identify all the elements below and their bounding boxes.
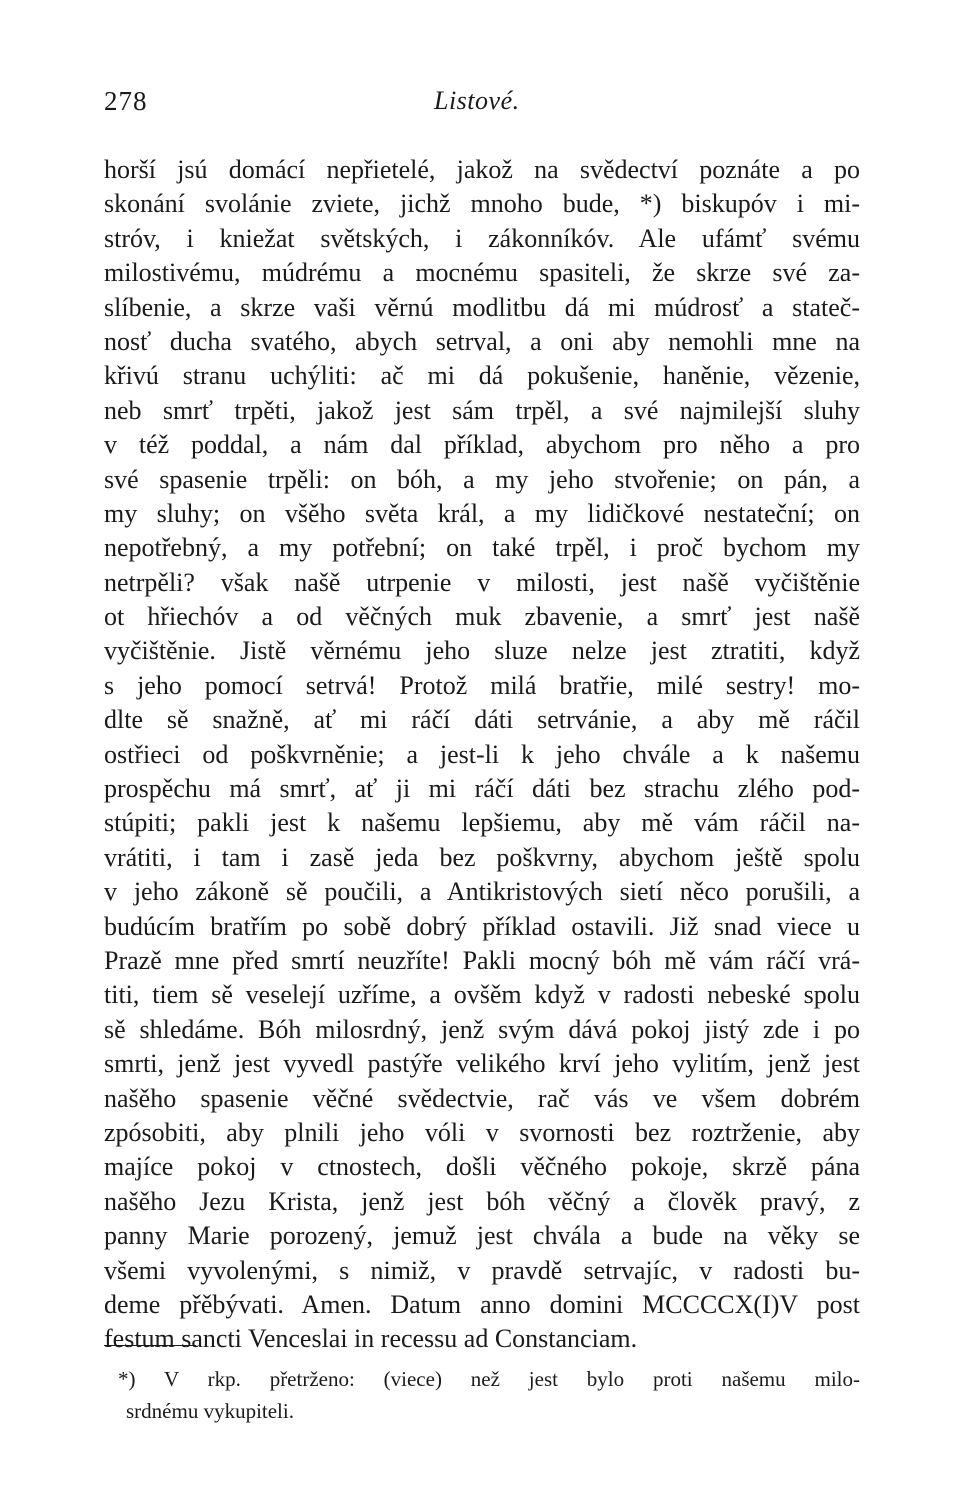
text-line: skonání svolánie zviete, jichž mnoho bude, *) biskupóv i mi- [104, 189, 860, 219]
text-line: festum sancti Venceslai in recessu ad Constanciam. [104, 1324, 638, 1354]
text-line: sě shledáme. Bóh milosrdný, jenž svým dává pokoj jistý zde i po [104, 1014, 860, 1044]
text-line: neb smrť trpěti, jakož jest sám trpěl, a své najmilejší sluhy [104, 395, 860, 425]
text-line: stróv, i kniežat světských, i zákonníkóv. Ale ufámť svému [104, 223, 860, 253]
text-line: slíbenie, a skrze vaši věrnú modlitbu dá mi múdrosť a stateč- [104, 292, 860, 322]
text-line: horší jsú domácí nepřietelé, jakož na svědectví poznáte a po [104, 155, 860, 184]
text-line: s jeho pomocí setrvá! Protož milá bratřie, milé sestry! mo- [104, 670, 860, 700]
text-line: našěho spasenie věčné svědectvie, rač vás ve všem dobrém [104, 1083, 860, 1113]
footnote-line: *) V rkp. přetrženo: (viece) než jest bylo proti našemu milo- [118, 1367, 860, 1391]
text-line: ostřieci od poškvrněnie; a jest-li k jeho chvále a k našemu [104, 739, 860, 769]
text-line: v jeho zákoně sě poučili, a Antikristových sietí něco porušili, a [104, 877, 860, 907]
text-line: Prazě mne před smrtí neuzříte! Pakli mocný bóh mě vám ráčí vrá- [104, 945, 860, 975]
footnote [118, 1363, 860, 1427]
text-line: své spasenie trpěli: on bóh, a my jeho stvořenie; on pán, a [104, 464, 860, 494]
footnote-line: srdnému vykupiteli. [126, 1399, 294, 1423]
text-line: ot hřiechóv a od věčných muk zbavenie, a smrť jest našě [104, 602, 860, 632]
text-line: vyčištěnie. Jistě věrnému jeho sluze nelze jest ztratiti, když [104, 636, 860, 666]
text-line: majíce pokoj v ctnostech, došli věčného pokoje, skrzě pána [104, 1152, 860, 1182]
page-header [104, 86, 860, 126]
text-line: stúpiti; pakli jest k našemu lepšiemu, aby mě vám ráčil na- [104, 808, 860, 838]
text-line: křivú stranu uchýliti: ač mi dá pokušenie, haněnie, vězenie, [104, 361, 860, 391]
text-line: budúcím bratřím po sobě dobrý příklad ostavili. Již snad viece u [104, 911, 860, 941]
text-line: titi, tiem sě veselejí uzříme, a ovšěm když v radosti nebeské spolu [104, 980, 860, 1010]
text-line: milostivému, múdrému a mocnému spasiteli, že skrze své za- [104, 258, 860, 288]
text-line: deme přěbývati. Amen. Datum anno domini MCCCCX(I)V post [104, 1289, 860, 1319]
page-number: 278 [104, 86, 148, 116]
text-line: dlte sě snažně, ať mi ráčí dáti setrvánie, a aby mě ráčil [104, 705, 860, 735]
running-title: Listové. [434, 86, 520, 115]
text-line: našěho Jezu Krista, jenž jest bóh věčný a člověk pravý, z [104, 1186, 860, 1216]
text-line: my sluhy; on všěho světa král, a my lidičkové nestateční; on [104, 498, 860, 528]
text-line: prospěchu má smrť, ať ji mi ráčí dáti bez strachu zlého pod- [104, 774, 860, 804]
text-line: všemi vyvolenými, s nimiž, v pravdě setrvajíc, v radosti bu- [104, 1255, 860, 1285]
text-line: zpósobiti, aby plnili jeho vóli v svornosti bez roztrženie, aby [104, 1117, 860, 1147]
body-text [104, 153, 860, 1357]
text-line: nepotřebný, a my potřební; on také trpěl, i proč bychom my [104, 533, 860, 563]
text-line: nosť ducha svatého, abych setrval, a oni aby nemohli mne na [104, 326, 860, 356]
text-line: netrpěli? však našě utrpenie v milosti, jest našě vyčištěnie [104, 567, 860, 597]
footnote-divider [104, 1345, 196, 1346]
text-line: panny Marie porozený, jemuž jest chvála a bude na věky se [104, 1221, 860, 1251]
text-line: smrti, jenž jest vyvedl pastýře velikého krví jeho vylitím, jenž jest [104, 1049, 860, 1079]
text-line: v též poddal, a nám dal příklad, abychom pro něho a pro [104, 430, 860, 460]
text-line: vrátiti, i tam i zasě jeda bez poškvrny, abychom ještě spolu [104, 842, 860, 872]
